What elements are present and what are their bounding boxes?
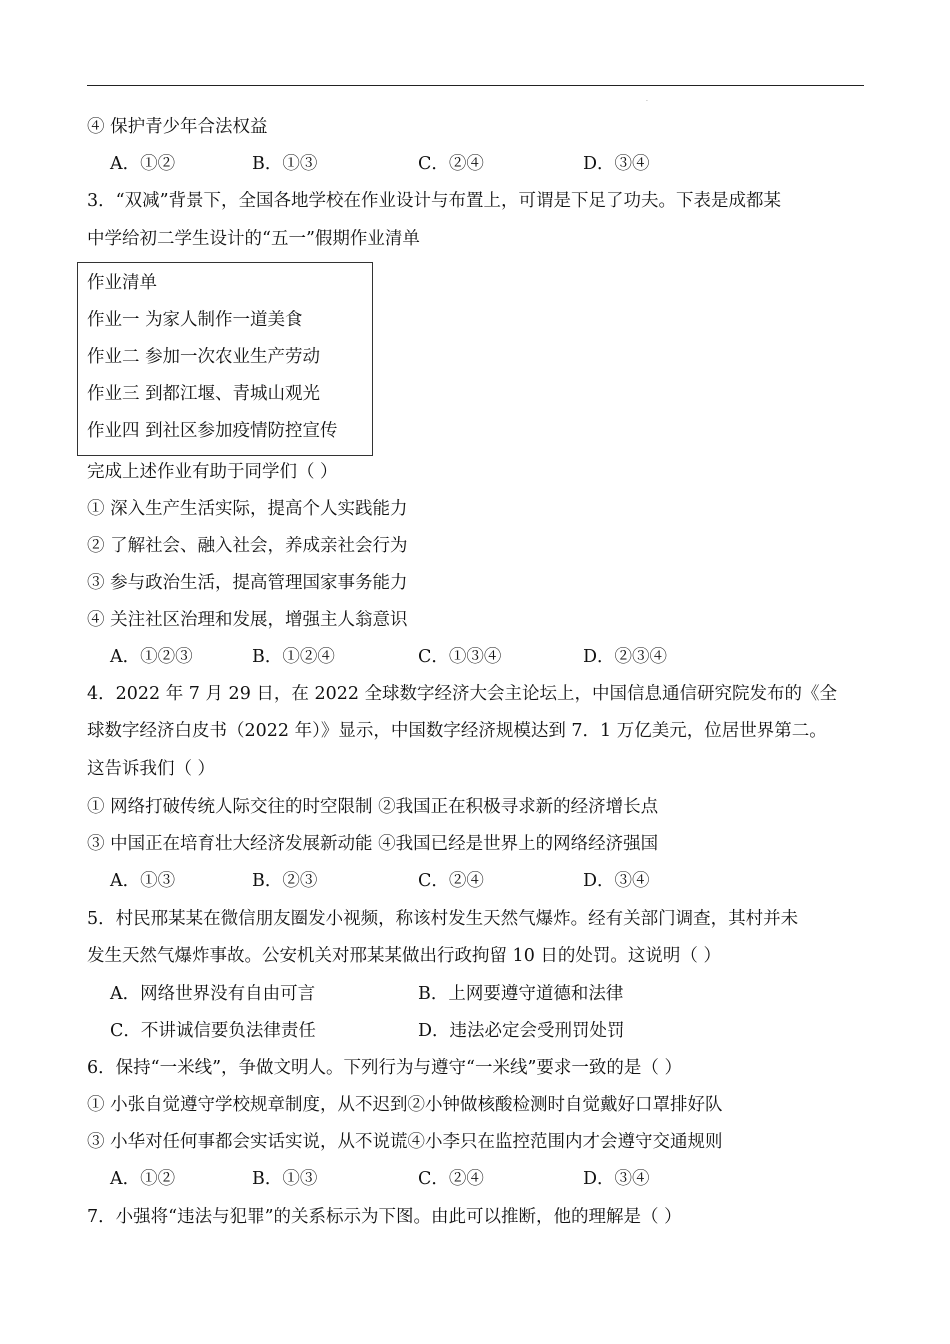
homework-list-row: 作业一 为家人制作一道美食 xyxy=(87,310,303,330)
header-rule xyxy=(87,85,864,86)
q4-stem-line-3: 这告诉我们（ ） xyxy=(87,759,216,779)
q2-option-b[interactable]: B．①③ xyxy=(252,154,318,174)
q6-option-b[interactable]: B．①③ xyxy=(252,1169,318,1189)
q2-option-d[interactable]: D．③④ xyxy=(583,154,650,174)
homework-list-row: 作业四 到社区参加疫情防控宣传 xyxy=(87,421,338,441)
q5-stem-line-1: 5．村民邢某某在微信朋友圈发小视频，称该村发生天然气爆炸。经有关部门调查，其村并未 xyxy=(87,909,799,929)
q2-option-a[interactable]: A．①② xyxy=(110,154,176,174)
q6-option-d[interactable]: D．③④ xyxy=(583,1169,650,1189)
q6-option-a[interactable]: A．①② xyxy=(110,1169,176,1189)
q3-item-1: ① 深入生产生活实际，提高个人实践能力 xyxy=(87,499,408,519)
q3-option-b[interactable]: B．①②④ xyxy=(252,647,335,667)
q4-stem-line-2: 球数字经济白皮书（2022 年）》显示，中国数字经济规模达到 7．1 万亿美元，位居世界第二。 xyxy=(87,721,827,741)
q4-stem-line-1: 4．2022 年 7 月 29 日，在 2022 全球数字经济大会主论坛上，中国信息通信研究院发布的《全 xyxy=(87,684,838,704)
header-dot: . xyxy=(646,96,648,103)
q3-stem-line-1: 3．“双减”背景下，全国各地学校在作业设计与布置上，可谓是下足了功夫。下表是成都某 xyxy=(87,191,782,211)
q5-option-c[interactable]: C．不讲诚信要负法律责任 xyxy=(110,1021,316,1041)
q6-items-row-1: ① 小张自觉遵守学校规章制度，从不迟到②小钟做核酸检测时自觉戴好口罩排好队 xyxy=(87,1095,723,1115)
homework-list-row: 作业二 参加一次农业生产劳动 xyxy=(87,347,321,367)
homework-list-row: 作业三 到都江堰、青城山观光 xyxy=(87,384,321,404)
q3-option-d[interactable]: D．②③④ xyxy=(583,647,668,667)
q2-option-c[interactable]: C．②④ xyxy=(418,154,484,174)
q6-stem: 6．保持“一米线”，争做文明人。下列行为与遵守“一米线”要求一致的是（ ） xyxy=(87,1058,682,1078)
q5-option-a[interactable]: A．网络世界没有自由可言 xyxy=(110,984,316,1004)
q6-items-row-2: ③ 小华对任何事都会实话实说，从不说谎④小李只在监控范围内才会遵守交通规则 xyxy=(87,1132,723,1152)
q5-option-d[interactable]: D．违法必定会受刑罚处罚 xyxy=(418,1021,625,1041)
homework-list-box xyxy=(77,262,373,456)
q5-option-b[interactable]: B．上网要遵守道德和法律 xyxy=(418,984,624,1004)
q4-option-d[interactable]: D．③④ xyxy=(583,871,650,891)
q3-item-3: ③ 参与政治生活，提高管理国家事务能力 xyxy=(87,573,408,593)
q4-option-b[interactable]: B．②③ xyxy=(252,871,318,891)
q4-items-row-1: ① 网络打破传统人际交往的时空限制 ②我国正在积极寻求新的经济增长点 xyxy=(87,797,659,817)
q3-option-a[interactable]: A．①②③ xyxy=(110,647,193,667)
q3-prompt: 完成上述作业有助于同学们（ ） xyxy=(87,462,338,482)
q3-option-c[interactable]: C．①③④ xyxy=(418,647,502,667)
homework-list-title: 作业清单 xyxy=(87,273,157,293)
q7-stem: 7．小强将“违法与犯罪”的关系标示为下图。由此可以推断，他的理解是（ ） xyxy=(87,1207,682,1227)
q4-items-row-2: ③ 中国正在培育壮大经济发展新动能 ④我国已经是世界上的网络经济强国 xyxy=(87,834,659,854)
q3-item-4: ④ 关注社区治理和发展，增强主人翁意识 xyxy=(87,610,408,630)
q2-item-4: ④ 保护青少年合法权益 xyxy=(87,117,268,137)
q5-stem-line-2: 发生天然气爆炸事故。公安机关对邢某某做出行政拘留 10 日的处罚。这说明（ ） xyxy=(87,946,721,966)
q4-option-a[interactable]: A．①③ xyxy=(110,871,176,891)
q4-option-c[interactable]: C．②④ xyxy=(418,871,484,891)
q3-stem-line-2: 中学给初二学生设计的“五一”假期作业清单 xyxy=(87,229,420,249)
q3-item-2: ② 了解社会、融入社会，养成亲社会行为 xyxy=(87,536,408,556)
q6-option-c[interactable]: C．②④ xyxy=(418,1169,484,1189)
